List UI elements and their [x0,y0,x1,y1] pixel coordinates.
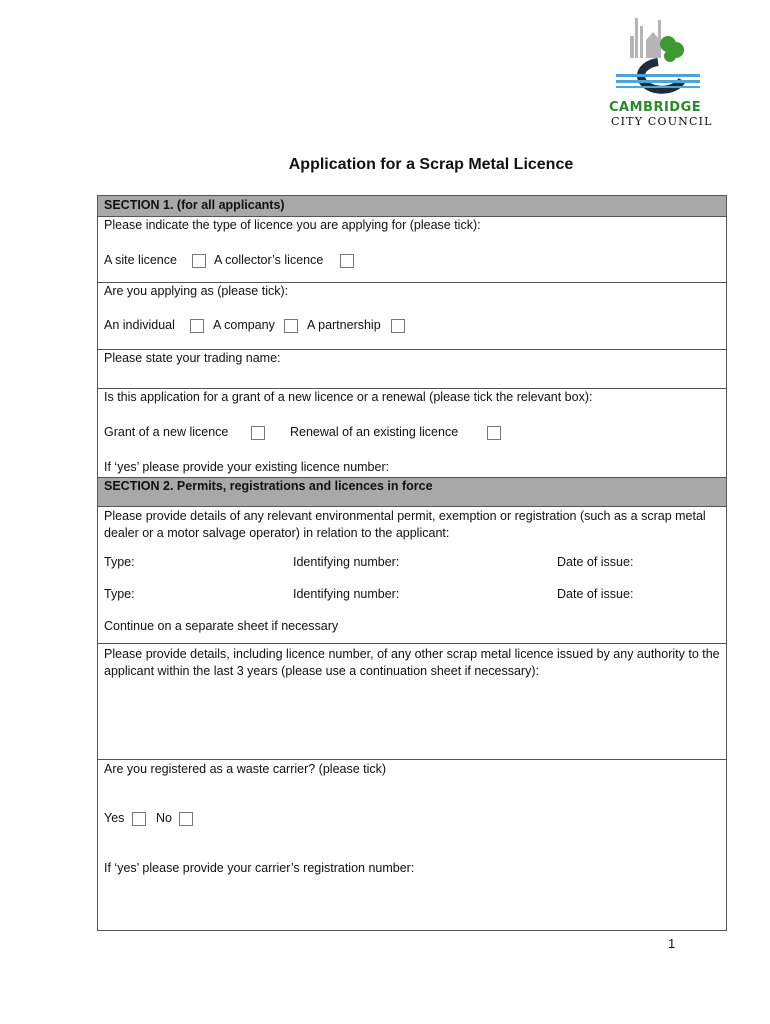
permit1-id-label: Identifying number: [293,555,400,569]
licence-type-question: Please indicate the type of licence you are applying for (please tick): [104,218,481,232]
grant-new-checkbox[interactable] [251,426,265,440]
partnership-checkbox[interactable] [391,319,405,333]
company-checkbox[interactable] [284,319,298,333]
permit2-id-label: Identifying number: [293,587,400,601]
yes-label: Yes [104,811,125,825]
company-label: A company [213,318,275,332]
logo-line1: CAMBRIDGE [609,100,702,115]
permit1-type-label: Type: [104,555,135,569]
collector-licence-checkbox[interactable] [340,254,354,268]
carrier-number-question: If ‘yes’ please provide your carrier’s registration number: [104,861,415,875]
permit2-type-label: Type: [104,587,135,601]
waste-carrier-row [98,760,726,930]
section1-heading: SECTION 1. (for all applicants) [98,196,726,217]
partnership-label: A partnership [307,318,381,332]
page-number: 1 [668,936,676,951]
permits-question: Please provide details of any relevant environmental permit, exemption or registration (such as a scrap metal dealer or a motor salvage operator) in relation to the applicant: [104,509,706,540]
continue-note: Continue on a separate sheet if necessary [104,619,339,633]
other-licence-question: Please provide details, including licence number, of any other scrap metal licence issued by any authority to the applicant within the last 3 years (please use a continuation sheet if necessary): [104,647,720,678]
collector-licence-label: A collector’s licence [214,253,324,267]
trading-name-row[interactable] [98,350,726,389]
renewal-label: Renewal of an existing licence [290,425,459,439]
permit1-date-label: Date of issue: [557,555,634,569]
grant-renewal-question: Is this application for a grant of a new licence or a renewal (please tick the relevant box): [104,390,593,404]
site-licence-label: A site licence [104,253,177,267]
applying-as-row [98,283,726,350]
permits-row [98,508,726,644]
no-label: No [156,811,172,825]
applying-as-question: Are you applying as (please tick): [104,284,289,298]
trading-name-question: Please state your trading name: [104,351,281,365]
permit2-date-label: Date of issue: [557,587,634,601]
grant-new-label: Grant of a new licence [104,425,229,439]
renewal-checkbox[interactable] [487,426,501,440]
page-title: Application for a Scrap Metal Licence [288,156,574,173]
section2-heading: SECTION 2. Permits, registrations and licences in force [98,477,726,507]
individual-checkbox[interactable] [190,319,204,333]
waste-carrier-question: Are you registered as a waste carrier? (please tick) [104,762,387,776]
site-licence-checkbox[interactable] [192,254,206,268]
licence-type-row [98,217,726,283]
no-checkbox[interactable] [179,812,193,826]
existing-number-question: If ‘yes’ please provide your existing licence number: [104,460,390,474]
logo-line2: CITY COUNCIL [611,115,713,128]
yes-checkbox[interactable] [132,812,146,826]
individual-label: An individual [104,318,175,332]
grant-renewal-row [98,389,726,476]
other-licence-row[interactable] [98,644,726,760]
application-form [97,195,727,931]
